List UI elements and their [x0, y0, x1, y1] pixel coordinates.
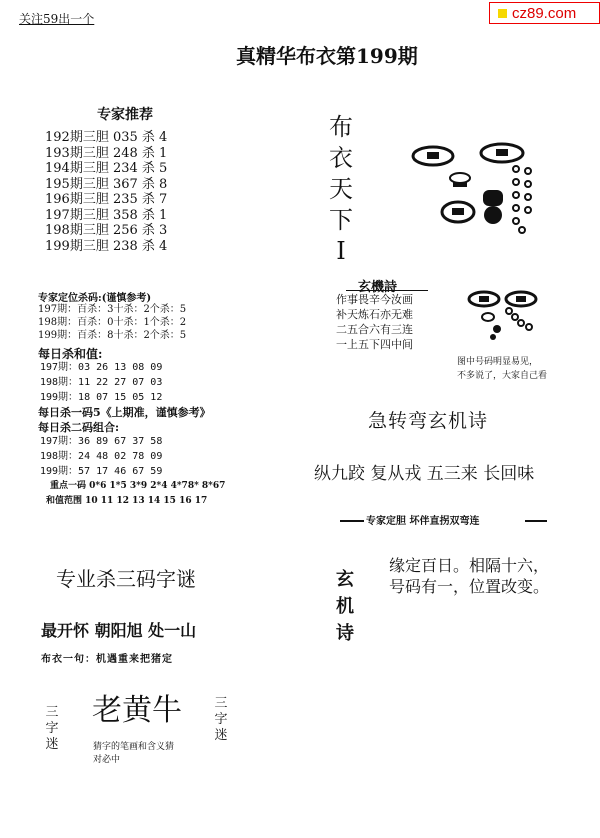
- vertical-char: 机: [336, 596, 354, 617]
- vertical-char: 玄: [336, 569, 354, 590]
- niu-right-vertical: [214, 696, 228, 744]
- expert-list: [45, 130, 167, 254]
- riddle-buyi-line: 布衣一句：机遇重来把猪定: [41, 654, 173, 665]
- niu-note-1: 猜字的笔画和含义猜: [93, 742, 175, 752]
- vertical-char: 迷: [214, 728, 228, 743]
- logo-text: cz89.com: [512, 4, 577, 22]
- vertical-char: 衣: [329, 144, 353, 172]
- vertical-char: 下: [329, 206, 353, 234]
- list-item: 198期三胆 256 杀 3: [45, 223, 168, 238]
- vertical-char: I: [336, 237, 346, 265]
- vertical-char: 布: [329, 113, 353, 141]
- poem-line-2: 号码有一，位置改变。: [389, 577, 550, 596]
- key-one-code: 重点一码 0*6 1*5 3*9 2*4 4*78* 8*67: [50, 481, 226, 491]
- list-item: 194期三胆 234 杀 5: [45, 161, 168, 176]
- list-item: 197期：百杀：3十杀：2个杀：5: [38, 304, 187, 315]
- coins-puzzle-icon: [465, 287, 555, 347]
- list-item: 199期：18 07 15 05 12: [40, 392, 163, 403]
- vertical-char: 天: [329, 175, 353, 203]
- position-heading: 专家定位杀码:(谨慎参考): [38, 293, 152, 304]
- coins-illustration-icon: [410, 138, 550, 238]
- vertical-char: 诗: [336, 623, 354, 644]
- list-item: 198期：11 22 27 07 03: [40, 377, 163, 388]
- top-note: 关注59出一个: [19, 12, 95, 26]
- list-item: 199期：57 17 46 67 59: [40, 466, 163, 477]
- xuanji-caption-2: 不多说了，大家自己看: [457, 371, 548, 381]
- position-list: [38, 303, 186, 342]
- vertical-char: 字: [45, 721, 59, 736]
- daily-one-kill: 每日杀一码5《上期准，谨慎参考》: [38, 406, 211, 419]
- list-item: 二五合六有三连: [336, 323, 413, 336]
- vertical-char: 迷: [45, 737, 59, 752]
- list-item: 一上五下四中间: [336, 338, 413, 351]
- list-item: 193期三胆 248 杀 1: [45, 145, 168, 161]
- expert-position-line-right: [525, 520, 547, 522]
- list-item: 192期三胆 035 杀 4: [45, 130, 168, 145]
- poem-line-1: 缘定百日。相隔十六，: [389, 556, 550, 575]
- expert-heading: 专家推荐: [97, 107, 153, 123]
- xuanji-caption-1: 图中号码明显易见，: [457, 357, 539, 367]
- niu-note-2: 对必中: [93, 755, 121, 765]
- page-title: 真精华布衣第199期: [236, 44, 418, 68]
- list-item: 195期三胆 367 杀 8: [45, 176, 168, 192]
- daily-two-list: [40, 434, 162, 479]
- list-item: 作事畏辛今汝画: [336, 293, 413, 306]
- logo-square-icon: [498, 9, 507, 18]
- expert-position-text: 专家定胆 坏伴直拐双弯连: [366, 516, 480, 527]
- list-item: 196期三胆 235 杀 7: [45, 192, 168, 207]
- niu-left-vertical: [45, 705, 59, 753]
- list-item: 198期：24 48 02 78 09: [40, 451, 163, 462]
- daily-two-heading: 每日杀二码组合:: [38, 421, 120, 434]
- xuanji-lines: [336, 292, 413, 352]
- daily-sum-list: [40, 360, 162, 405]
- buyi-vertical-title: [326, 112, 356, 267]
- sum-range: 和值范围 10 11 12 13 14 15 16 17: [46, 496, 208, 506]
- site-logo[interactable]: [489, 2, 600, 24]
- vertical-char: 三: [214, 696, 228, 711]
- list-item: 197期：03 26 13 08 09: [40, 362, 163, 373]
- vertical-char: 字: [214, 712, 228, 727]
- vertical-char: 三: [45, 705, 59, 720]
- poem-vertical-title: [334, 566, 356, 647]
- list-item: 199期：百杀：8十杀：2个杀：5: [38, 330, 187, 341]
- xuanji-heading: 玄機詩: [358, 280, 398, 295]
- list-item: 197期：36 89 67 37 58: [40, 436, 163, 447]
- urgent-heading: 急转弯玄机诗: [368, 410, 489, 432]
- niu-center-word: 老黄牛: [92, 693, 182, 728]
- xuanji-divider: [346, 290, 428, 291]
- daily-sum-heading: 每日杀和值:: [38, 347, 103, 361]
- list-item: 199期三胆 238 杀 4: [45, 238, 168, 254]
- list-item: 198期：百杀：0十杀：1个杀：2: [38, 317, 187, 328]
- list-item: 197期三胆 358 杀 1: [45, 207, 168, 223]
- list-item: 补天炼石亦无难: [336, 308, 413, 321]
- riddle-heading: 专业杀三码字谜: [56, 567, 196, 591]
- expert-position-line-left: [340, 520, 364, 522]
- riddle-line: 最开怀 朝阳旭 处一山: [41, 621, 197, 640]
- urgent-line: 纵九跤 复从戎 五三来 长回味: [314, 464, 535, 484]
